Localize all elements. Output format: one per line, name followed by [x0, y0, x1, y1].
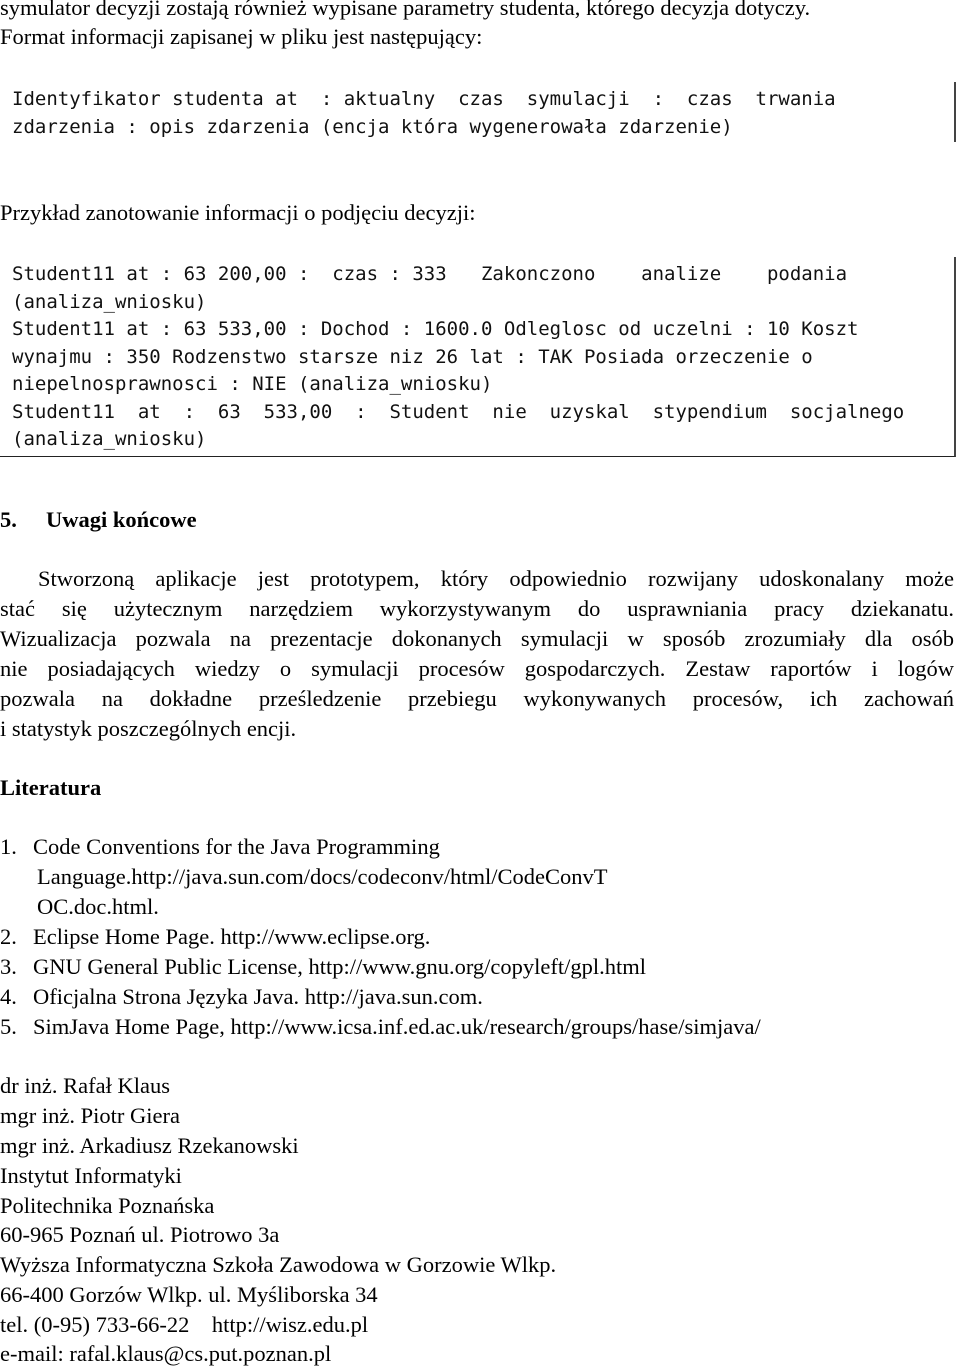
- reference-text: Eclipse Home Page. http://www.eclipse.org.: [33, 924, 431, 949]
- format-code-line-2: zdarzenia : opis zdarzenia (encja która wygenerowała zdarzenie): [12, 116, 733, 138]
- reference-text: Oficjalna Strona Języka Java. http://java.sun.com.: [33, 984, 483, 1009]
- email-line: e-mail: rafal.klaus@cs.put.poznan.pl: [0, 1341, 332, 1366]
- reference-text: GNU General Public License, http://www.gnu.org/copyleft/gpl.html: [33, 954, 647, 979]
- reference-item-3: [0, 952, 646, 982]
- affiliation-line: Wyższa Informatyczna Szkoła Zawodowa w Gorzowie Wlkp.: [0, 1252, 557, 1277]
- example-code-line: wynajmu : 350 Rodzenstwo starsze niz 26 lat : TAK Posiada orzeczenie o: [12, 346, 813, 368]
- reference-item-4: [0, 982, 483, 1012]
- example-caption: Przykład zanotowanie informacji o podjęciu decyzji:: [0, 200, 476, 225]
- reference-item-1-cont: OC.doc.html.: [37, 894, 159, 919]
- reference-number: 2.: [0, 924, 17, 949]
- author-line: mgr inż. Arkadiusz Rzekanowski: [0, 1133, 299, 1158]
- affiliation-line: Politechnika Poznańska: [0, 1193, 215, 1218]
- intro-line-2: Format informacji zapisanej w pliku jest następujący:: [0, 24, 483, 49]
- address-line: 60-965 Poznań ul. Piotrowo 3a: [0, 1222, 280, 1247]
- paragraph-line: Wizualizacja pozwala na prezentacje dokonanych symulacji w sposób zrozumiały dla osób: [0, 626, 954, 651]
- paragraph-line: stać się użytecznym narzędziem wykorzystywanym do usprawniania pracy dziekanatu.: [0, 596, 954, 621]
- reference-item-1: [0, 832, 440, 862]
- example-code-line: Student11 at : 63 533,00 : Dochod : 1600.0 Odleglosc od uczelni : 10 Koszt: [12, 318, 859, 340]
- format-code-line-1: Identyfikator studenta at : aktualny czas symulacji : czas trwania: [12, 88, 836, 110]
- intro-line-1: symulator decyzji zostają również wypisane parametry studenta, którego decyzja dotyczy.: [0, 0, 811, 20]
- example-code-line: (analiza_wniosku): [12, 291, 207, 313]
- reference-text: SimJava Home Page, http://www.icsa.inf.ed.ac.uk/research/groups/hase/simjava/: [33, 1014, 761, 1039]
- example-code-line: (analiza_wniosku): [12, 428, 207, 450]
- example-code-box: [0, 257, 956, 457]
- paragraph-line: i statystyk poszczególnych encji.: [0, 716, 297, 741]
- reference-item-2: [0, 922, 430, 952]
- reference-item-5: [0, 1012, 761, 1042]
- reference-item-1-cont: Language.http://java.sun.com/docs/codeconv/html/CodeConvT: [37, 864, 608, 889]
- reference-number: 1.: [0, 834, 17, 859]
- reference-number: 3.: [0, 954, 17, 979]
- affiliation-line: Instytut Informatyki: [0, 1163, 182, 1188]
- author-line: dr inż. Rafał Klaus: [0, 1073, 170, 1098]
- reference-text: Code Conventions for the Java Programming: [33, 834, 440, 859]
- author-line: mgr inż. Piotr Giera: [0, 1103, 180, 1128]
- bibliography-heading: Literatura: [0, 775, 102, 800]
- reference-number: 5.: [0, 1014, 17, 1039]
- address-line: 66-400 Gorzów Wlkp. ul. Myśliborska 34: [0, 1282, 378, 1307]
- example-code-line: Student11 at : 63 533,00 : Student nie uzyskal stypendium socjalnego: [12, 401, 905, 423]
- example-code-line: niepelnosprawnosci : NIE (analiza_wniosku): [12, 373, 493, 395]
- section-number: 5.: [0, 507, 17, 532]
- example-code-line: Student11 at : 63 200,00 : czas : 333 Zakonczono analize podania: [12, 263, 848, 285]
- format-code-box: [0, 82, 956, 142]
- paragraph-line: pozwala na dokładne prześledzenie przebiegu wykonywanych procesów, ich zachowań: [0, 686, 954, 711]
- section-title: Uwagi końcowe: [46, 507, 197, 532]
- contact-line: tel. (0-95) 733-66-22 http://wisz.edu.pl: [0, 1312, 369, 1337]
- reference-number: 4.: [0, 984, 17, 1009]
- paragraph-line: Stworzoną aplikacje jest prototypem, który odpowiednio rozwijany udoskonalany może: [38, 566, 954, 591]
- paragraph-line: nie posiadających wiedzy o symulacji procesów gospodarczych. Zestaw raportów i logów: [0, 656, 954, 681]
